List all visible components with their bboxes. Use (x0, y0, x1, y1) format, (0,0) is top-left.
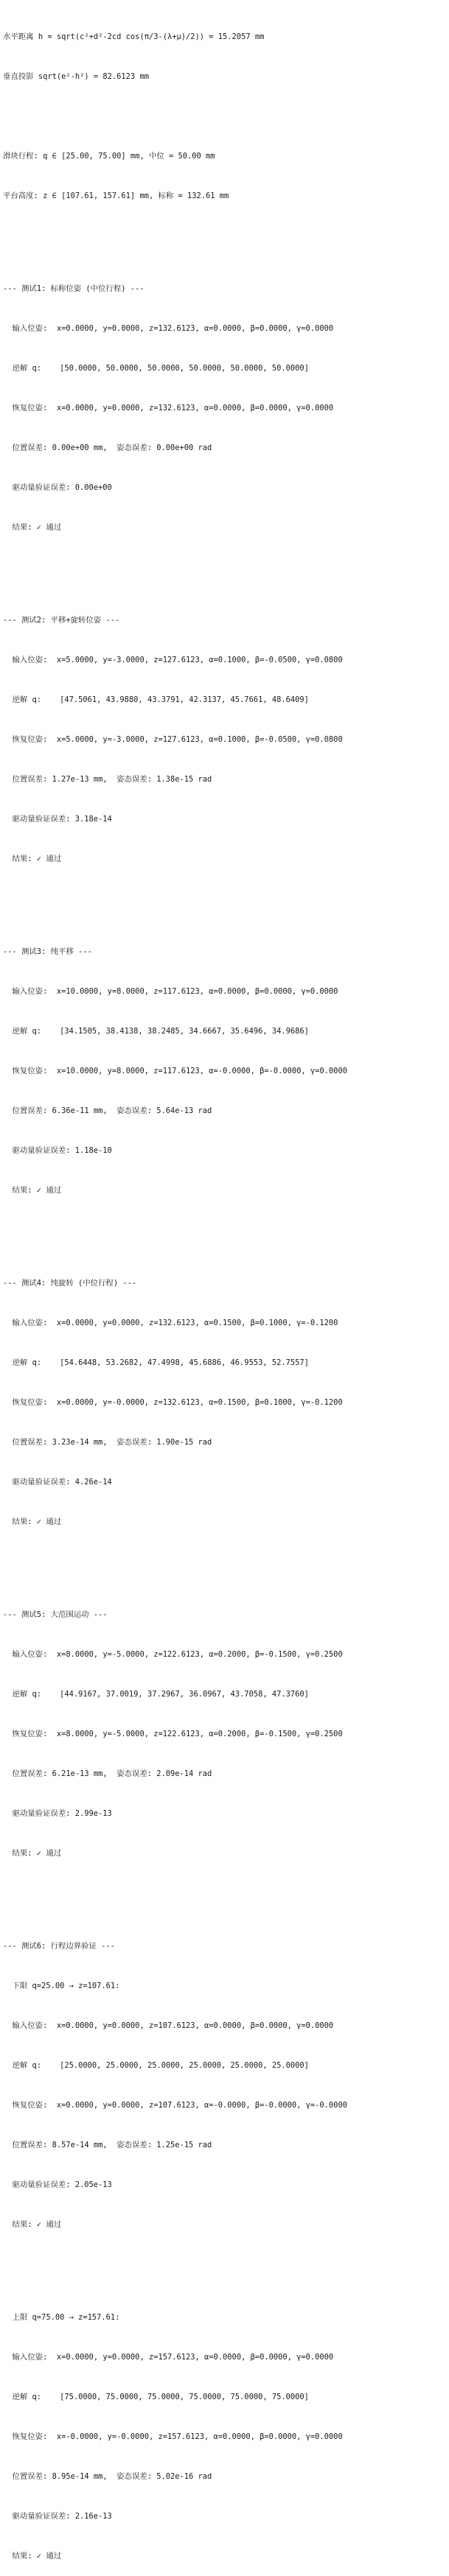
test5-input-pose: 输入位姿: x=8.0000, y=-5.0000, z=122.6123, α=0.2000, β=-0.1500, γ=0.2500 (3, 1650, 343, 1659)
test2-recovered-pose: 恢复位姿: x=5.0000, y=-3.0000, z=127.6123, α=0.1000, β=-0.0500, γ=0.0800 (3, 735, 343, 744)
test1-result: 结果: ✓ 通过 (3, 523, 62, 532)
test5-result: 结果: ✓ 通过 (3, 1849, 62, 1858)
test5-drive-error: 驱动量验证误差: 2.99e-13 (3, 1809, 112, 1818)
test1-input-pose: 输入位姿: x=0.0000, y=0.0000, z=132.6123, α=0.0000, β=0.0000, γ=0.0000 (3, 324, 334, 333)
test6-upper-input-pose: 输入位姿: x=0.0000, y=0.0000, z=157.6123, α=0.0000, β=0.0000, γ=0.0000 (3, 2353, 334, 2362)
test3-drive-error: 驱动量验证误差: 1.18e-10 (3, 1146, 112, 1155)
test3-title: --- 测试3: 纯平移 --- (3, 947, 92, 956)
test4-drive-error: 驱动量验证误差: 4.26e-14 (3, 1478, 112, 1487)
test6-lower-bound-label: 下限 q=25.00 → z=107.61: (3, 1982, 120, 1990)
test3-inverse-q: 逆解 q: [34.1505, 38.4138, 38.2485, 34.6667, 35.6496, 34.9686] (3, 1027, 309, 1036)
test4-title: --- 测试4: 纯旋转 (中位行程) --- (3, 1279, 137, 1288)
blank-line (3, 892, 448, 905)
blank-line (3, 561, 448, 574)
test6-lower-recovered-pose: 恢复位姿: x=0.0000, y=0.0000, z=107.6123, α=-0.0000, β=-0.0000, γ=-0.0000 (3, 2101, 347, 2110)
test6-lower-inverse-q: 逆解 q: [25.0000, 25.0000, 25.0000, 25.0000, 25.0000, 25.0000] (3, 2061, 309, 2070)
test1-inverse-q: 逆解 q: [50.0000, 50.0000, 50.0000, 50.0000, 50.0000, 50.0000] (3, 364, 309, 373)
test6-title: --- 测试6: 行程边界验证 --- (3, 1942, 115, 1951)
test2-input-pose: 输入位姿: x=5.0000, y=-3.0000, z=127.6123, α=0.1000, β=-0.0500, γ=0.0800 (3, 656, 343, 664)
test6-upper-drive-error: 驱动量验证误差: 2.16e-13 (3, 2512, 112, 2521)
test5-title: --- 测试5: 大范围运动 --- (3, 1610, 108, 1619)
test6-upper-errors: 位置误差: 8.95e-14 mm, 姿态误差: 5.02e-16 rad (3, 2472, 212, 2481)
test4-errors: 位置误差: 3.23e-14 mm, 姿态误差: 1.90e-15 rad (3, 1438, 212, 1447)
test6-lower-input-pose: 输入位姿: x=0.0000, y=0.0000, z=107.6123, α=0.0000, β=0.0000, γ=0.0000 (3, 2021, 334, 2030)
test6-upper-result: 结果: ✓ 通过 (3, 2552, 62, 2561)
test1-recovered-pose: 恢复位姿: x=0.0000, y=0.0000, z=132.6123, α=0.0000, β=0.0000, γ=0.0000 (3, 404, 334, 413)
test3-errors: 位置误差: 6.36e-11 mm, 姿态误差: 5.64e-13 rad (3, 1106, 212, 1115)
test5-errors: 位置误差: 6.21e-13 mm, 姿态误差: 2.09e-14 rad (3, 1769, 212, 1778)
test4-result: 结果: ✓ 通过 (3, 1517, 62, 1526)
header-vertical-projection: 垂直投影 sqrt(e²-h²) = 82.6123 mm (3, 72, 149, 81)
test6-lower-result: 结果: ✓ 通过 (3, 2220, 62, 2229)
test2-result: 结果: ✓ 通过 (3, 854, 62, 863)
blank-line (3, 1224, 448, 1237)
test5-inverse-q: 逆解 q: [44.9167, 37.0019, 37.2967, 36.0967, 43.7058, 47.3760] (3, 1690, 309, 1699)
test3-result: 结果: ✓ 通过 (3, 1186, 62, 1195)
blank-line (3, 1887, 448, 1900)
test6-lower-drive-error: 驱动量验证误差: 2.05e-13 (3, 2180, 112, 2189)
test1-errors: 位置误差: 0.00e+00 mm, 姿态误差: 0.00e+00 rad (3, 443, 212, 452)
test6-upper-recovered-pose: 恢复位姿: x=-0.0000, y=-0.0000, z=157.6123, α=0.0000, β=0.0000, γ=0.0000 (3, 2432, 343, 2441)
header-platform-height: 平台高度: z ∈ [107.61, 157.61] mm, 标称 = 132.61 mm (3, 192, 229, 200)
test6-upper-inverse-q: 逆解 q: [75.0000, 75.0000, 75.0000, 75.0000, 75.0000, 75.0000] (3, 2393, 309, 2401)
test4-inverse-q: 逆解 q: [54.6448, 53.2682, 47.4998, 45.6886, 46.9553, 52.7557] (3, 1358, 309, 1367)
test2-errors: 位置误差: 1.27e-13 mm, 姿态误差: 1.38e-15 rad (3, 775, 212, 784)
test2-inverse-q: 逆解 q: [47.5061, 43.9880, 43.3791, 42.3137, 45.7661, 48.6409] (3, 695, 309, 704)
header-slider-stroke: 滑块行程: q ∈ [25.00, 75.00] mm, 中位 = 50.00 mm (3, 152, 215, 161)
test3-recovered-pose: 恢复位姿: x=10.0000, y=8.0000, z=117.6123, α=-0.0000, β=-0.0000, γ=0.0000 (3, 1067, 347, 1075)
test4-recovered-pose: 恢复位姿: x=0.0000, y=-0.0000, z=132.6123, α=0.1500, β=0.1000, γ=-0.1200 (3, 1398, 343, 1407)
blank-line (3, 1555, 448, 1568)
test2-drive-error: 驱动量验证误差: 3.18e-14 (3, 815, 112, 824)
test4-input-pose: 输入位姿: x=0.0000, y=0.0000, z=132.6123, α=0.1500, β=0.1000, γ=-0.1200 (3, 1319, 338, 1327)
test1-title: --- 测试1: 标称位姿 (中位行程) --- (3, 284, 145, 293)
header-horizontal-distance: 水平距离 h = sqrt(c²+d²-2cd cos(π/3-(λ+μ)/2)) = 15.2057 mm (3, 32, 265, 41)
test3-input-pose: 输入位姿: x=10.0000, y=8.0000, z=117.6123, α=0.0000, β=0.0000, γ=0.0000 (3, 987, 338, 996)
console-output (3, 4, 448, 2576)
test6-upper-bound-label: 上限 q=75.00 → z=157.61: (3, 2313, 120, 2322)
blank-line (3, 229, 448, 242)
test6-lower-errors: 位置误差: 8.57e-14 mm, 姿态误差: 1.25e-15 rad (3, 2141, 212, 2149)
blank-line (3, 2258, 448, 2271)
test2-title: --- 测试2: 平移+旋转位姿 --- (3, 616, 120, 625)
test1-drive-error: 驱动量验证误差: 0.00e+00 (3, 483, 112, 492)
blank-line (3, 110, 448, 123)
test5-recovered-pose: 恢复位姿: x=8.0000, y=-5.0000, z=122.6123, α=0.2000, β=-0.1500, γ=0.2500 (3, 1730, 343, 1738)
